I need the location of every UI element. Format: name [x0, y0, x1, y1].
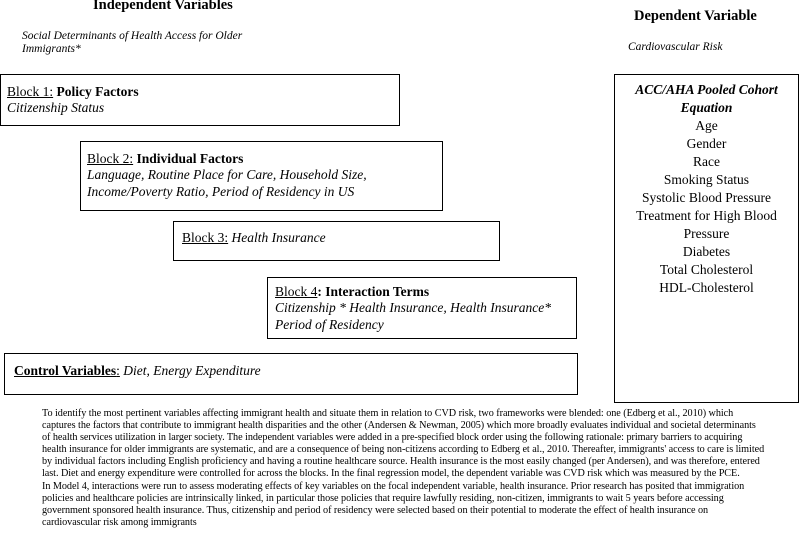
block-2-body-line-1: Language, Routine Place for Care, Household Size,: [87, 167, 367, 182]
footnote-line: In Model 4, interactions were run to assess moderating effects of key variables on the focal independent variable, health insurance. Prior research has posited that immigration: [42, 480, 745, 492]
pce-equation-line-1: ACC/AHA Pooled Cohort: [635, 82, 778, 97]
pce-variable: Systolic Blood Pressure: [641, 190, 771, 205]
footnote-line: by individual factors including English proficiency and having a routine healthcare source. Health insurance is the most easily changed (per Andersen), and was therefore, entered: [42, 456, 760, 468]
block-2-heading: [87, 151, 442, 167]
footnote-line: policies and healthcare policies are intrinsically linked, in particular those policies that require lawfully residing, non-citizen, immigrants to wait 5 years before accessing: [42, 492, 724, 504]
control-variables-heading: [14, 363, 577, 379]
dependent-variable-subtitle: Cardiovascular Risk: [628, 41, 723, 53]
pce-variable: Age: [695, 118, 718, 133]
block-3-label: Block 3:: [182, 230, 229, 245]
dependent-variable-title: Dependent Variable: [634, 8, 757, 24]
block-2-individual-factors: [80, 141, 443, 211]
footnote-line: To identify the most pertinent variables affecting immigrant health and situate them in relation to CVD risk, two frameworks were blended: one (Edberg et al., 2010) which: [42, 408, 734, 419]
block-4-heading: [275, 284, 576, 300]
pce-variable: Diabetes: [682, 244, 731, 259]
block-4-interaction-terms: [267, 277, 577, 339]
block-4-body-line-2: Period of Residency: [275, 316, 384, 332]
methodology-footnote: [42, 408, 794, 529]
block-1-title: Policy Factors: [56, 84, 139, 99]
pce-variable: Pressure: [683, 226, 730, 241]
footnote-line: of health services utilization in larger society. The independent variables were added in a pre-specified block order using the following rationale: primary barriers to acquiring: [42, 432, 743, 444]
block-2-body-line-2: Income/Poverty Ratio, Period of Residency in US: [87, 183, 355, 199]
block-2-title: Individual Factors: [136, 151, 244, 166]
block-1-policy-factors: [0, 74, 400, 126]
control-variables-body: Diet, Energy Expenditure: [119, 363, 261, 378]
independent-variables-title: Independent Variables: [93, 0, 233, 13]
independent-variables-subtitle: Social Determinants of Health Access for Older Immigrants*: [22, 30, 243, 55]
block-3-title: Health Insurance: [231, 230, 326, 245]
pce-variable: Total Cholesterol: [659, 262, 754, 277]
block-4-label: Block 4: [275, 284, 318, 299]
pce-variable: Gender: [686, 136, 727, 151]
footnote-line: government sponsored health insurance. Thus, citizenship and period of residency were selected based on their potential to moderate the effect of health insurance on: [42, 504, 709, 516]
control-variables-label: Control Variables: [14, 363, 117, 378]
footnote-line: health insurance for older immigrants are systematic, and are a consequence of being non-citizens according to Edberg et al., 2010. Thereafter, immigrants' access to care is limited: [42, 444, 765, 456]
block-3-heading: [182, 230, 499, 246]
dependent-variable-box: [614, 74, 799, 403]
block-1-body: Citizenship Status: [7, 100, 105, 115]
footnote-line: captures the factors that contribute to immigrant health disparities and the other (Andersen & Newman, 2005) which more broadly evaluates individual and societal determinants: [42, 420, 756, 432]
pce-equation-line-2: Equation: [680, 100, 733, 115]
block-3-health-insurance: [173, 221, 500, 261]
footnote-line: last. Diet and energy expenditure were controlled for across the blocks. In the final regression model, the dependent variable was CVD risk which was measured by the PCE.: [42, 468, 740, 480]
block-2-label: Block 2:: [87, 151, 134, 166]
pce-variable: HDL-Cholesterol: [659, 280, 754, 295]
block-4-title: : Interaction Terms: [317, 284, 430, 299]
control-variables-colon: :: [116, 363, 120, 378]
block-1-heading: [7, 84, 399, 100]
pce-variable: Smoking Status: [663, 172, 750, 187]
block-4-body-line-1: Citizenship * Health Insurance, Health Insurance*: [275, 300, 551, 315]
pce-variable: Treatment for High Blood: [636, 208, 777, 223]
block-1-label: Block 1:: [7, 84, 54, 99]
pce-variable: Race: [693, 154, 720, 169]
control-variables-box: [4, 353, 578, 395]
footnote-line: cardiovascular risk among immigrants: [42, 516, 197, 528]
